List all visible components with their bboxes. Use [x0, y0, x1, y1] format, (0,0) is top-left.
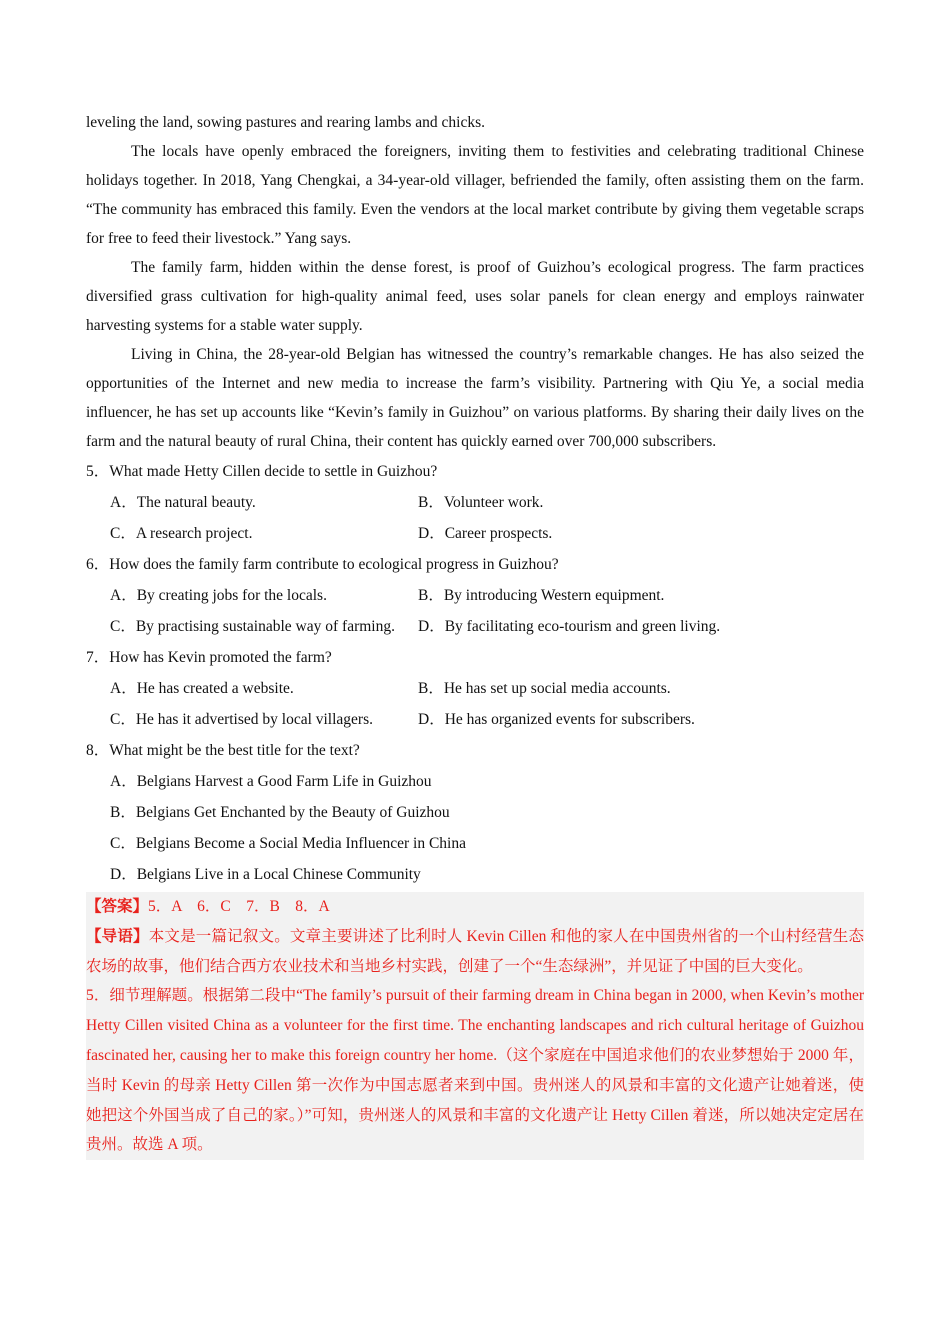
document-page: [86, 108, 864, 1160]
option-b: B．Belgians Get Enchanted by the Beauty of Guizhou: [110, 804, 450, 821]
option-a: A．Belgians Harvest a Good Farm Life in Guizhou: [110, 773, 432, 790]
option-d: D．Belgians Live in a Local Chinese Community: [110, 866, 421, 883]
option-b: B．He has set up social media accounts.: [418, 680, 671, 697]
guide-text: 本文是一篇记叙文。文章主要讲述了比利时人 Kevin Cillen 和他的家人在中国贵州省的一个山村经营生态农场的故事，他们结合西方农业技术和当地乡村实践，创建了一个“生态绿洲”，并见证了中国的巨大变化。: [86, 927, 864, 975]
option-b: B．By introducing Western equipment.: [418, 587, 665, 604]
option-c: C．He has it advertised by local villagers.: [110, 711, 374, 728]
passage-paragraph-3: The family farm, hidden within the dense forest, is proof of Guizhou’s ecological progress. The farm practices diversified grass cultivation for high-quality animal feed, uses solar panels for clean energy and employs rainwater harvesting systems for a stable water supply.: [86, 259, 864, 334]
option-d: D．By facilitating eco-tourism and green living.: [418, 618, 721, 635]
option-c: C．By practising sustainable way of farming.: [110, 618, 395, 635]
question-6: [86, 549, 864, 642]
answer-label: 【答案】: [86, 898, 149, 915]
question-stem: 5．What made Hetty Cillen decide to settle in Guizhou?: [86, 463, 438, 480]
question-stem: 8．What might be the best title for the text?: [86, 742, 360, 759]
option-d: D．He has organized events for subscribers.: [418, 711, 695, 728]
question-8: [86, 735, 864, 890]
passage-paragraph-4: Living in China, the 28-year-old Belgian has witnessed the country’s remarkable changes. He has also seized the opportunities of the Internet and new media to increase the farm’s visibility. Partnering with Qiu Ye, a social media influencer, he has set up accounts like “Kevin’s family in Guizhou” on various platforms. By sharing their daily lives on the farm and the natural beauty of rural China, their content has quickly earned over 700,000 subscribers.: [86, 346, 864, 450]
option-row: [86, 673, 864, 704]
guide-paragraph: [86, 922, 864, 982]
question-5: [86, 456, 864, 549]
option-a: A．He has created a website.: [110, 680, 294, 697]
answer-section: [86, 892, 864, 1160]
question-stem: 6．How does the family farm contribute to ecological progress in Guizhou?: [86, 556, 559, 573]
option-a: A．The natural beauty.: [110, 494, 256, 511]
answer-text: 5．A 6．C 7．B 8．A: [148, 898, 330, 915]
option-d: D．Career prospects.: [418, 525, 553, 542]
guide-label: 【导语】: [86, 927, 149, 945]
option-b: B．Volunteer work.: [418, 494, 544, 511]
option-row: [86, 611, 864, 642]
option-row: [86, 487, 864, 518]
passage-paragraph-2: The locals have openly embraced the foreigners, inviting them to festivities and celebrating traditional Chinese holidays together. In 2018, Yang Chengkai, a 34-year-old villager, befriended the family, often assisting them on the farm. “The community has embraced this family. Even the vendors at the local market contribute by giving them vegetable scraps for free to feed their livestock.” Yang says.: [86, 143, 864, 247]
question-stem: 7．How has Kevin promoted the farm?: [86, 649, 332, 666]
passage-paragraph-1: leveling the land, sowing pastures and rearing lambs and chicks.: [86, 114, 486, 131]
answer-line: [86, 892, 864, 922]
explanation-5: 5．细节理解题。根据第二段中“The family’s pursuit of their farming dream in China began in 2000, when Kevin’s mother Hetty Cillen visited China as a volunteer for the first time. The enchanting landscapes and rich cultural heritage of Guizhou fascinated her, causing her to make this foreign country her home.（这个家庭在中国追求他们的农业梦想始于 2000 年，当时 Kevin 的母亲 Hetty Cillen 第一次作为中国志愿者来到中国。贵州迷人的风景和丰富的文化遗产让她着迷，使她把这个外国当成了自己的家。）”可知，贵州迷人的风景和丰富的文化遗产让 Hetty Cillen 着迷，所以她决定定居在贵州。故选 A 项。: [86, 987, 864, 1154]
option-c: C．Belgians Become a Social Media Influencer in China: [110, 835, 466, 852]
option-a: A．By creating jobs for the locals.: [110, 587, 327, 604]
option-row: [86, 518, 864, 549]
option-row: [86, 580, 864, 611]
option-c: C．A research project.: [110, 525, 253, 542]
option-row: [86, 704, 864, 735]
question-7: [86, 642, 864, 735]
